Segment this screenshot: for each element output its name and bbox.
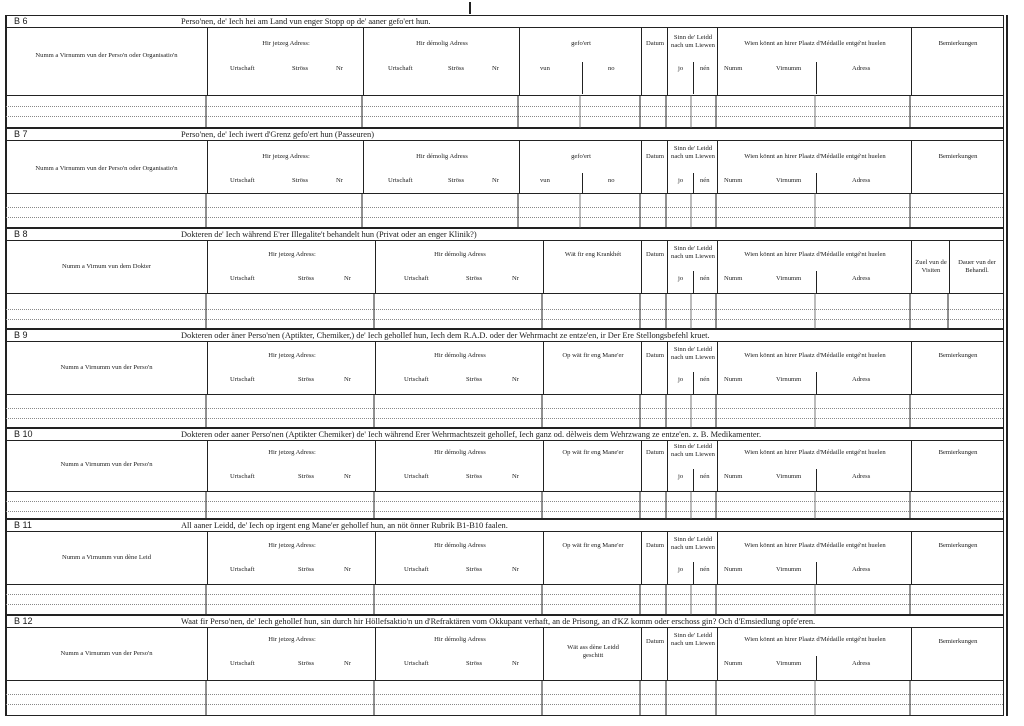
firstname-label: Virnumm	[776, 376, 802, 383]
former-address-header: Hir démolig Adress	[434, 449, 486, 456]
section-b8	[5, 228, 1004, 329]
section-code: B 6	[14, 16, 28, 26]
number-label: Nr	[512, 376, 519, 383]
alive-header: Sinn de' Leidd nach um Liewen	[671, 443, 715, 458]
column-header-row	[6, 342, 1003, 395]
current-address-header: Hir jetzeg Adress:	[268, 449, 316, 456]
address-label: Adress	[852, 566, 871, 573]
section-code: B 8	[14, 229, 28, 239]
date-header: Datum	[646, 40, 664, 47]
locality-label: Urtschaft	[404, 275, 429, 282]
address-label: Adress	[852, 473, 871, 480]
street-label: Ströss	[292, 65, 309, 72]
locality-label: Urtschaft	[230, 660, 255, 667]
remarks-header: Bemierkungen	[938, 352, 978, 359]
former-address-header: Hir démolig Adress	[416, 40, 468, 47]
date-header: Datum	[646, 542, 664, 549]
date-header: Datum	[646, 449, 664, 456]
manner-header: Op wät fir eng Mane'er	[562, 542, 624, 549]
firstname-label: Virnumm	[776, 660, 802, 667]
street-label: Ströss	[298, 275, 315, 282]
locality-label: Urtschaft	[230, 275, 255, 282]
section-b6	[5, 15, 1004, 128]
section-title: Dokteren oder äner Perso'nen (Aptikter, Chemiker,) de' Iech gehollef hun, Iech dem R.A.D. oder der Wehrmacht ze entze'en, ir Der Ere Stellongsbefehl kruet.	[181, 331, 710, 340]
current-address-header: Hir jetzeg Adress:	[262, 153, 310, 160]
street-label: Ströss	[466, 473, 483, 480]
section-b7	[5, 128, 1004, 228]
number-label: Nr	[344, 566, 351, 573]
number-label: Nr	[492, 177, 499, 184]
doctor-name-header: Numm a Virnum vun dem Dokter	[61, 263, 152, 270]
remarks-header: Bemierkungen	[938, 638, 978, 645]
yes-label: jo	[678, 177, 684, 184]
date-header: Datum	[646, 638, 664, 645]
surname-label: Numm	[724, 376, 743, 383]
address-label: Adress	[852, 275, 871, 282]
street-label: Ströss	[466, 376, 483, 383]
medal-header: Wien könnt an hirer Plaatz d'Médaille entgé'nt huelen	[744, 153, 886, 160]
medal-header: Wien könnt an hirer Plaatz d'Médaille entgé'nt huelen	[744, 542, 886, 549]
column-header-row	[6, 441, 1003, 492]
firstname-label: Virnumm	[776, 177, 802, 184]
surname-label: Numm	[724, 660, 743, 667]
section-b9	[5, 329, 1004, 428]
number-label: Nr	[344, 275, 351, 282]
current-address-header: Hir jetzeg Adress:	[268, 352, 316, 359]
column-header-row	[6, 241, 1003, 294]
date-header: Datum	[646, 153, 664, 160]
alive-header: Sinn de' Leidd nach um Liewen	[671, 145, 715, 160]
address-label: Adress	[852, 65, 871, 72]
section-header	[6, 16, 1003, 28]
number-label: Nr	[344, 376, 351, 383]
surname-label: Numm	[724, 177, 743, 184]
locality-label: Urtschaft	[230, 376, 255, 383]
address-label: Adress	[852, 177, 871, 184]
no-label: nén	[700, 376, 710, 383]
column-header-row	[6, 28, 1003, 96]
no-label: nén	[700, 566, 710, 573]
visits-header: Zuel vun de Visiten	[915, 259, 947, 274]
section-code: B 7	[14, 129, 28, 139]
street-label: Ströss	[448, 177, 465, 184]
section-title: Perso'nen, de' Iech hei am Land vun enger Stopp op de' aaner gefo'ert hun.	[181, 17, 431, 26]
locality-label: Urtschaft	[230, 473, 255, 480]
address-label: Adress	[852, 376, 871, 383]
column-header-row	[6, 628, 1003, 681]
medal-header: Wien könnt an hirer Plaatz d'Médaille entgé'nt huelen	[744, 40, 886, 47]
locality-label: Urtschaft	[404, 473, 429, 480]
firstname-label: Virnumm	[776, 275, 802, 282]
locality-label: Urtschaft	[404, 566, 429, 573]
section-header	[6, 129, 1003, 141]
no-label: nén	[700, 275, 710, 282]
current-address-header: Hir jetzeg Adress:	[262, 40, 310, 47]
street-label: Ströss	[466, 566, 483, 573]
name-org-header: Numm a Virnumm vun der Perso'n oder Organisatio'n	[35, 165, 178, 172]
firstname-label: Virnumm	[776, 566, 802, 573]
section-header	[6, 429, 1003, 441]
remarks-header: Bemierkungen	[938, 542, 978, 549]
yes-label: jo	[678, 376, 684, 383]
person-name-header: Numm a Virnumm vun der Perso'n	[60, 461, 153, 468]
locality-label: Urtschaft	[230, 566, 255, 573]
section-title: Perso'nen, de' Iech iwert d'Grenz gefo'ert hun (Passeuren)	[181, 130, 375, 139]
manner-header: Op wät fir eng Mane'er	[562, 449, 624, 456]
section-code: B 12	[14, 616, 33, 626]
number-label: Nr	[512, 566, 519, 573]
no-label: nén	[700, 473, 710, 480]
manner-header: Op wät fir eng Mane'er	[562, 352, 624, 359]
column-header-row	[6, 532, 1003, 585]
person-name-header: Numm a Virnumm vun der Perso'n	[60, 364, 153, 371]
street-label: Ströss	[448, 65, 465, 72]
locality-label: Urtschaft	[388, 65, 413, 72]
firstname-label: Virnumm	[776, 65, 802, 72]
yes-label: jo	[678, 65, 684, 72]
medal-header: Wien könnt an hirer Plaatz d'Médaille entgé'nt huelen	[744, 352, 886, 359]
former-address-header: Hir démolig Adress	[434, 542, 486, 549]
yes-label: jo	[678, 275, 684, 282]
street-label: Ströss	[298, 660, 315, 667]
locality-label: Urtschaft	[404, 376, 429, 383]
surname-label: Numm	[724, 65, 743, 72]
street-label: Ströss	[298, 473, 315, 480]
no-label: nén	[700, 177, 710, 184]
section-code: B 11	[14, 520, 32, 530]
column-header-row	[6, 141, 1003, 194]
people-name-header: Numm a Virnumm vun dène Leid	[61, 554, 152, 561]
number-label: Nr	[512, 473, 519, 480]
alive-header: Sinn de' Leidd nach um Liewen	[671, 34, 715, 49]
top-crop-mark	[469, 2, 471, 14]
disease-header: Wät fir eng Krankhét	[564, 251, 622, 258]
number-label: Nr	[336, 65, 343, 72]
number-label: Nr	[344, 660, 351, 667]
street-label: Ströss	[466, 275, 483, 282]
what-happened-header: Wät ass dène Leidd geschitt	[567, 644, 619, 659]
section-b11	[5, 519, 1004, 615]
former-address-header: Hir démolig Adress	[434, 251, 486, 258]
section-title: Dokteren de' Iech während E'rer Illegalite't behandelt hun (Privat oder an enger Klinik?)	[181, 230, 477, 239]
locality-label: Urtschaft	[230, 65, 255, 72]
current-address-header: Hir jetzeg Adress:	[268, 542, 316, 549]
alive-header: Sinn de' Leidd nach um Liewen	[671, 536, 715, 551]
address-label: Adress	[852, 660, 871, 667]
section-header	[6, 229, 1003, 241]
street-label: Ströss	[292, 177, 309, 184]
current-address-header: Hir jetzeg Adress:	[268, 251, 316, 258]
section-header	[6, 520, 1003, 532]
section-header	[6, 616, 1003, 628]
transported-header: gefo'ert	[571, 40, 591, 47]
medal-header: Wien könnt an hirer Plaatz d'Médaille entgé'nt huelen	[744, 636, 886, 643]
duration-header: Dauer vun der Behandl.	[958, 259, 996, 274]
number-label: Nr	[512, 660, 519, 667]
no-label: nén	[700, 65, 710, 72]
former-address-header: Hir démolig Adress	[434, 636, 486, 643]
remarks-header: Bemierkungen	[938, 153, 978, 160]
to-label: no	[608, 65, 615, 72]
street-label: Ströss	[466, 660, 483, 667]
former-address-header: Hir démolig Adress	[434, 352, 486, 359]
section-title: Waat fir Perso'nen, de' Iech gehollef hun, sin durch hir Höllefsaktio'n un d'Refraktären vom Okkupant verhaft, an de Prisong, an d'KZ komm oder erschoss gin? Och d'Emsiedlung opfe'eren.	[181, 617, 816, 626]
surname-label: Numm	[724, 473, 743, 480]
number-label: Nr	[492, 65, 499, 72]
name-org-header: Numm a Virnumm vun der Perso'n oder Organisatio'n	[35, 52, 178, 59]
locality-label: Urtschaft	[230, 177, 255, 184]
section-code: B 10	[14, 429, 33, 439]
to-label: no	[608, 177, 615, 184]
section-code: B 9	[14, 330, 28, 340]
surname-label: Numm	[724, 566, 743, 573]
section-header	[6, 330, 1003, 342]
transported-header: gefo'ert	[571, 153, 591, 160]
yes-label: jo	[678, 566, 684, 573]
locality-label: Urtschaft	[404, 660, 429, 667]
remarks-header: Bemierkungen	[938, 40, 978, 47]
locality-label: Urtschaft	[388, 177, 413, 184]
alive-header: Sinn de' Leidd nach um Liewen	[671, 346, 715, 361]
alive-header: Sinn de' Leidd nach um Liewen	[671, 245, 715, 260]
date-header: Datum	[646, 352, 664, 359]
number-label: Nr	[512, 275, 519, 282]
remarks-header: Bemierkungen	[938, 449, 978, 456]
former-address-header: Hir démolig Adress	[416, 153, 468, 160]
firstname-label: Virnumm	[776, 473, 802, 480]
section-title: All aaner Leidd, de' Iech op irgent eng Mane'er gehollef hun, an nöt önner Rubrik B1-B10 faalen.	[181, 521, 508, 530]
medal-header: Wien könnt an hirer Plaatz d'Médaille entgé'nt huelen	[744, 449, 886, 456]
number-label: Nr	[344, 473, 351, 480]
medal-header: Wien könnt an hirer Plaatz d'Médaille entgé'nt huelen	[744, 251, 886, 258]
yes-label: jo	[678, 473, 684, 480]
from-label: vun	[540, 177, 550, 184]
section-b10	[5, 428, 1004, 519]
street-label: Ströss	[298, 376, 315, 383]
alive-header: Sinn de' Leidd nach um Liewen	[671, 632, 715, 647]
date-header: Datum	[646, 251, 664, 258]
section-b12	[5, 615, 1004, 716]
number-label: Nr	[336, 177, 343, 184]
from-label: vun	[540, 65, 550, 72]
person-name-header: Numm a Virnumm vun der Perso'n	[60, 650, 153, 657]
street-label: Ströss	[298, 566, 315, 573]
surname-label: Numm	[724, 275, 743, 282]
section-title: Dokteren oder aaner Perso'nen (Aptikter Chemiker) de' Iech während Erer Wehrmachtszeit gehollef, Iech ganz od. dèlweis dem Wehrzwang ze entze'en. z. B. Medikamenter.	[181, 430, 762, 439]
current-address-header: Hir jetzeg Adress:	[268, 636, 316, 643]
